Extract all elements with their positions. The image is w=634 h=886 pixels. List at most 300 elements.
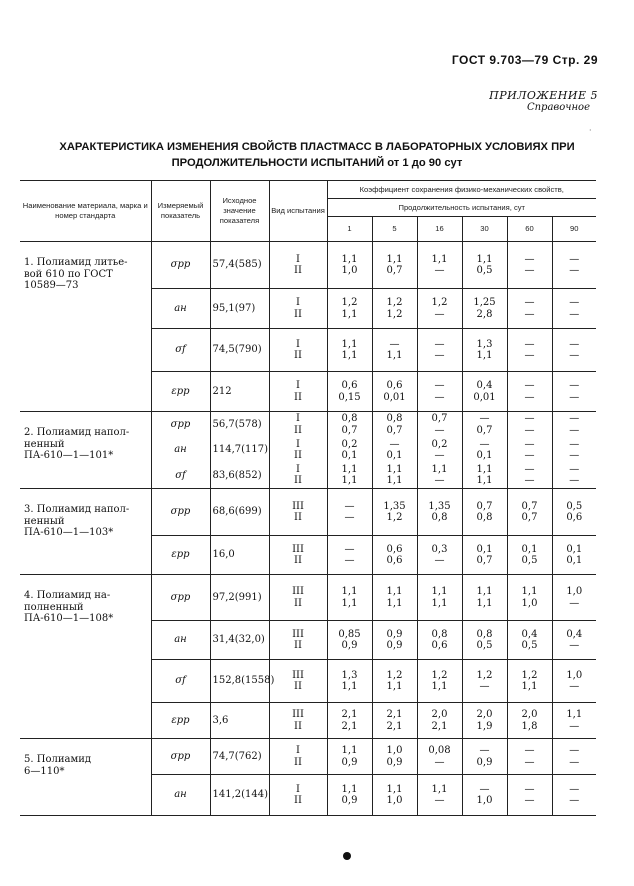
test-type: III <box>292 586 304 597</box>
test-type: I <box>296 297 300 308</box>
coef-value: 0,5 <box>476 265 493 276</box>
coef-value: — <box>569 795 580 806</box>
indicator-cell: σf <box>151 329 210 372</box>
coef-value: — <box>569 720 580 732</box>
coef-value: 0,01 <box>473 391 496 403</box>
material-line: 4. Полиамид на- <box>24 590 111 601</box>
coef-value: 0,7 <box>476 424 493 436</box>
coef-cell-day-1 <box>327 242 372 289</box>
indicator-cell: aн <box>151 775 210 816</box>
coef-value: — <box>344 555 355 566</box>
coef-cell-day-16 <box>417 775 462 816</box>
coef-value: 1,0 <box>341 265 358 276</box>
initial-value-cell: 83,6(852) <box>210 463 269 489</box>
coef-value: 0,7 <box>476 500 493 512</box>
coef-cell-day-30 <box>462 463 507 489</box>
test-type: I <box>296 463 300 475</box>
coef-value: — <box>524 253 535 265</box>
table-row <box>20 575 596 621</box>
coef-value: — <box>479 783 490 795</box>
coef-value: 1,1 <box>431 463 448 475</box>
coef-cell-day-30 <box>462 329 507 372</box>
coef-cell-day-90 <box>552 438 596 463</box>
coef-value: 1,1 <box>476 597 493 609</box>
coef-value: 0,08 <box>428 745 451 756</box>
initial-value-cell: 212 <box>210 372 269 412</box>
coef-value: 1,2 <box>431 669 448 681</box>
coef-cell-day-60 <box>507 242 552 289</box>
initial-value-cell: 16,0 <box>210 536 269 575</box>
header-day-1: 1 <box>327 217 372 242</box>
coef-value: — <box>434 450 445 461</box>
test-type: I <box>296 438 300 450</box>
coef-cell-day-5 <box>372 463 417 489</box>
test-type-cell <box>269 621 327 660</box>
coef-value: — <box>569 380 580 391</box>
coef-value: 0,01 <box>383 391 406 403</box>
test-type: I <box>296 338 300 350</box>
indicator-cell: σf <box>151 463 210 489</box>
test-type-cell <box>269 372 327 412</box>
test-type: II <box>294 350 302 361</box>
coef-cell-day-5 <box>372 489 417 536</box>
indicator-cell: σрр <box>151 242 210 289</box>
coef-cell-day-30 <box>462 489 507 536</box>
coef-value: 2,1 <box>386 720 403 732</box>
coef-value: 0,5 <box>476 640 493 651</box>
coef-value: — <box>569 438 580 450</box>
coef-cell-day-16 <box>417 575 462 621</box>
coef-value: — <box>569 424 580 436</box>
coef-value: 1,1 <box>431 586 448 597</box>
coef-value: 1,25 <box>473 297 496 308</box>
coef-value: 1,1 <box>341 253 358 265</box>
coef-cell-day-1 <box>327 289 372 329</box>
coef-value: — <box>434 555 445 566</box>
coef-value: 0,5 <box>521 640 538 651</box>
test-type: II <box>294 450 302 461</box>
test-type-cell <box>269 463 327 489</box>
coef-cell-day-30 <box>462 372 507 412</box>
material-line: 5. Полиамид <box>24 754 92 765</box>
coef-value: — <box>569 640 580 651</box>
coef-cell-day-16 <box>417 703 462 739</box>
coef-value: 0,9 <box>386 628 403 640</box>
test-type: I <box>296 413 300 425</box>
coef-cell-day-60 <box>507 621 552 660</box>
coef-value: — <box>524 424 535 436</box>
coef-cell-day-90 <box>552 242 596 289</box>
coef-value: 2,1 <box>341 720 358 732</box>
coef-value: 1,1 <box>341 350 358 361</box>
test-type: III <box>292 709 304 720</box>
test-type: II <box>294 391 302 403</box>
coef-value: 2,1 <box>341 709 358 720</box>
coef-value: 2,0 <box>521 709 538 720</box>
header-indicator: Измеряемый показатель <box>151 181 210 242</box>
coef-cell-day-30 <box>462 438 507 463</box>
coef-cell-day-16 <box>417 621 462 660</box>
coef-cell-day-60 <box>507 329 552 372</box>
coef-value: — <box>524 297 535 308</box>
material-line: вой 610 по ГОСТ <box>24 268 113 280</box>
coef-value: — <box>569 308 580 320</box>
material-line: ненный <box>24 438 65 450</box>
initial-value-cell: 68,6(699) <box>210 489 269 536</box>
header-duration: Продолжительность испытания, сут <box>327 199 596 217</box>
table-row <box>20 242 596 289</box>
coef-cell-day-16 <box>417 412 462 438</box>
indicator-cell: σрр <box>151 739 210 775</box>
test-type: II <box>294 512 302 523</box>
coef-value: — <box>479 413 490 425</box>
test-type-cell <box>269 775 327 816</box>
coef-value: 1,1 <box>386 681 403 692</box>
coef-value: — <box>524 450 535 461</box>
coef-cell-day-90 <box>552 703 596 739</box>
coef-value: — <box>524 265 535 276</box>
header-day-5: 5 <box>372 217 417 242</box>
coef-value: — <box>569 350 580 361</box>
coef-cell-day-60 <box>507 775 552 816</box>
coef-value: 0,4 <box>521 628 538 640</box>
indicator-cell: aн <box>151 289 210 329</box>
coef-value: 1,1 <box>341 597 358 609</box>
coef-value: — <box>524 350 535 361</box>
coef-cell-day-60 <box>507 575 552 621</box>
coef-cell-day-30 <box>462 575 507 621</box>
coef-value: 0,85 <box>338 628 361 640</box>
coef-cell-day-60 <box>507 739 552 775</box>
coef-value: 1,1 <box>431 783 448 795</box>
coef-value: 0,7 <box>386 424 403 436</box>
coef-value: 0,1 <box>566 555 583 566</box>
coef-value: — <box>569 297 580 308</box>
material-line: 2. Полиамид напол- <box>24 427 130 438</box>
coef-value: 0,6 <box>431 640 448 651</box>
header-material: Наименование материала, марка и номер стандарта <box>20 181 151 242</box>
test-type-cell <box>269 289 327 329</box>
coef-cell-day-5 <box>372 739 417 775</box>
coef-cell-day-16 <box>417 289 462 329</box>
coef-value: — <box>569 391 580 403</box>
coef-cell-day-60 <box>507 703 552 739</box>
table-title-line-1: ХАРАКТЕРИСТИКА ИЗМЕНЕНИЯ СВОЙСТВ ПЛАСТМАСС В ЛАБОРАТОРНЫХ УСЛОВИЯХ ПРИ <box>59 141 575 153</box>
coef-value: — <box>524 783 535 795</box>
header-test-type: Вид испытания <box>269 181 327 242</box>
coef-value: 1,1 <box>431 681 448 692</box>
coef-value: 0,8 <box>476 628 493 640</box>
coef-value: 0,4 <box>476 380 493 391</box>
coef-value: — <box>524 308 535 320</box>
coef-value: — <box>569 463 580 475</box>
coef-value: — <box>569 265 580 276</box>
coef-value: 0,8 <box>341 413 358 425</box>
coef-value: — <box>344 543 355 555</box>
coef-value: 1,1 <box>476 350 493 361</box>
material-line: 10589—73 <box>24 280 79 291</box>
coef-value: 1,1 <box>476 475 493 487</box>
initial-value-cell: 114,7(117) <box>210 438 269 463</box>
initial-value-cell: 97,2(991) <box>210 575 269 621</box>
coef-value: 1,1 <box>341 783 358 795</box>
coef-cell-day-1 <box>327 739 372 775</box>
initial-value-cell: 31,4(32,0) <box>210 621 269 660</box>
coef-value: — <box>434 795 445 806</box>
coef-cell-day-16 <box>417 739 462 775</box>
coef-value: 1,0 <box>521 597 538 609</box>
test-type: I <box>296 783 300 795</box>
indicator-cell: σрр <box>151 489 210 536</box>
coef-value: 1,8 <box>521 720 538 732</box>
coef-value: 1,1 <box>341 338 358 350</box>
coef-value: 1,1 <box>386 253 403 265</box>
header-coef: Коэффициент сохранения физико-механических свойств, <box>327 181 596 199</box>
coef-value: 1,1 <box>566 709 583 720</box>
coef-cell-day-16 <box>417 242 462 289</box>
coef-cell-day-1 <box>327 660 372 703</box>
coef-cell-day-1 <box>327 372 372 412</box>
indicator-cell: εрр <box>151 372 210 412</box>
coef-cell-day-16 <box>417 536 462 575</box>
coef-cell-day-1 <box>327 329 372 372</box>
coef-value: 1,0 <box>386 795 403 806</box>
initial-value-cell: 57,4(585) <box>210 242 269 289</box>
coef-value: 1,1 <box>521 681 538 692</box>
coef-value: 0,9 <box>386 640 403 651</box>
coef-value: 0,6 <box>386 555 403 566</box>
table-row <box>20 412 596 438</box>
coef-value: — <box>524 438 535 450</box>
material-line: полненный <box>24 601 84 613</box>
coef-value: 1,1 <box>386 463 403 475</box>
coef-value: 1,1 <box>386 597 403 609</box>
coef-value: — <box>434 424 445 436</box>
coef-value: — <box>434 475 445 487</box>
coef-value: 0,7 <box>521 500 538 512</box>
coef-value: — <box>434 338 445 350</box>
coef-cell-day-90 <box>552 412 596 438</box>
coef-value: — <box>389 438 400 450</box>
coef-cell-day-30 <box>462 289 507 329</box>
coef-value: 1,1 <box>386 350 403 361</box>
coef-cell-day-60 <box>507 489 552 536</box>
coef-value: 0,1 <box>566 543 583 555</box>
coef-value: — <box>569 745 580 756</box>
table-header <box>20 181 596 242</box>
coef-cell-day-1 <box>327 621 372 660</box>
coef-cell-day-1 <box>327 703 372 739</box>
coef-cell-day-90 <box>552 489 596 536</box>
coef-value: — <box>479 745 490 756</box>
table-title-line-2: ПРОДОЛЖИТЕЛЬНОСТИ ИСПЫТАНИЙ от 1 до 90 сут <box>171 157 463 169</box>
coef-cell-day-1 <box>327 489 372 536</box>
coef-value: — <box>569 681 580 692</box>
material-line: ПА-610—1—101* <box>24 450 114 461</box>
appendix-title: ПРИЛОЖЕНИЕ 5 <box>489 89 598 102</box>
coef-value: 0,8 <box>431 512 448 523</box>
test-type-cell <box>269 438 327 463</box>
table-row <box>20 489 596 536</box>
coef-cell-day-5 <box>372 621 417 660</box>
coef-value: — <box>569 338 580 350</box>
coef-value: 0,1 <box>521 543 538 555</box>
coef-value: 1,1 <box>476 463 493 475</box>
coef-value: — <box>434 391 445 403</box>
coef-value: 0,6 <box>566 512 583 523</box>
coef-value: — <box>434 265 445 276</box>
coef-value: 0,1 <box>476 543 493 555</box>
coef-cell-day-5 <box>372 703 417 739</box>
initial-value-cell: 152,8(1558) <box>210 660 269 703</box>
coef-cell-day-60 <box>507 372 552 412</box>
test-type: III <box>292 543 304 555</box>
coef-value: — <box>569 253 580 265</box>
coef-value: 1,2 <box>386 297 403 308</box>
coef-value: — <box>344 512 355 523</box>
coef-cell-day-30 <box>462 660 507 703</box>
coef-value: 1,1 <box>476 253 493 265</box>
coef-cell-day-90 <box>552 463 596 489</box>
test-type-cell <box>269 660 327 703</box>
coef-cell-day-90 <box>552 775 596 816</box>
test-type-cell <box>269 489 327 536</box>
coef-value: 1,0 <box>566 586 583 597</box>
coef-value: 0,9 <box>476 756 493 768</box>
material-cell <box>20 575 151 739</box>
corner-mark: · <box>589 126 592 135</box>
indicator-cell: aн <box>151 621 210 660</box>
coef-value: — <box>569 475 580 487</box>
coef-value: — <box>524 463 535 475</box>
header-day-90: 90 <box>552 217 596 242</box>
material-line: 6—110* <box>24 765 65 777</box>
coef-value: 1,1 <box>341 475 358 487</box>
coef-cell-day-60 <box>507 289 552 329</box>
data-table <box>20 180 596 816</box>
table-row <box>20 739 596 775</box>
coef-cell-day-30 <box>462 739 507 775</box>
coef-value: 0,5 <box>521 555 538 566</box>
material-cell <box>20 412 151 489</box>
coef-cell-day-1 <box>327 536 372 575</box>
indicator-cell: σf <box>151 660 210 703</box>
material-line: 3. Полиамид напол- <box>24 504 130 515</box>
coef-value: 2,8 <box>476 308 493 320</box>
coef-value: 0,7 <box>521 512 538 523</box>
test-type: III <box>292 500 304 512</box>
test-type-cell <box>269 703 327 739</box>
coef-value: 1,0 <box>476 795 493 806</box>
coef-cell-day-16 <box>417 329 462 372</box>
coef-cell-day-16 <box>417 660 462 703</box>
coef-value: 2,0 <box>476 709 493 720</box>
coef-value: — <box>524 745 535 756</box>
appendix-subtitle: Справочное <box>526 102 590 113</box>
coef-value: 1,2 <box>341 297 358 308</box>
coef-value: 1,1 <box>431 597 448 609</box>
test-type-cell <box>269 412 327 438</box>
coef-value: 1,2 <box>386 512 403 523</box>
coef-value: 0,1 <box>476 450 493 461</box>
coef-cell-day-1 <box>327 463 372 489</box>
material-line: 1. Полиамид литье- <box>24 257 128 268</box>
coef-value: — <box>569 783 580 795</box>
coef-value: 0,1 <box>386 450 403 461</box>
coef-value: 1,3 <box>341 669 358 681</box>
test-type: III <box>292 628 304 640</box>
coef-value: 0,6 <box>386 380 403 391</box>
page-header: ГОСТ 9.703—79 Стр. 29 <box>451 53 598 67</box>
coef-cell-day-90 <box>552 372 596 412</box>
coef-value: 0,8 <box>386 413 403 425</box>
test-type: II <box>294 681 302 692</box>
coef-value: 1,2 <box>521 669 538 681</box>
coef-cell-day-30 <box>462 775 507 816</box>
coef-cell-day-90 <box>552 739 596 775</box>
header-day-60: 60 <box>507 217 552 242</box>
test-type: I <box>296 380 300 391</box>
coef-value: — <box>479 438 490 450</box>
coef-cell-day-90 <box>552 289 596 329</box>
coef-value: 0,1 <box>341 450 358 461</box>
coef-value: 1,2 <box>386 308 403 320</box>
coef-value: 0,9 <box>386 756 403 768</box>
coef-value: — <box>434 350 445 361</box>
test-type: III <box>292 669 304 681</box>
coef-cell-day-16 <box>417 372 462 412</box>
test-type-cell <box>269 242 327 289</box>
coef-value: 0,7 <box>476 555 493 566</box>
coef-value: 1,1 <box>386 586 403 597</box>
coef-value: 1,1 <box>341 586 358 597</box>
coef-value: 0,7 <box>386 265 403 276</box>
coef-value: — <box>524 338 535 350</box>
coef-cell-day-30 <box>462 536 507 575</box>
initial-value-cell: 74,7(762) <box>210 739 269 775</box>
material-cell <box>20 739 151 816</box>
coef-cell-day-90 <box>552 621 596 660</box>
initial-value-cell: 95,1(97) <box>210 289 269 329</box>
coef-value: — <box>479 681 490 692</box>
table-body <box>20 242 596 816</box>
test-type: II <box>294 555 302 566</box>
material-line: ПА-610—1—103* <box>24 527 114 538</box>
coef-value: 0,8 <box>476 512 493 523</box>
coef-value: 1,1 <box>521 586 538 597</box>
test-type-cell <box>269 329 327 372</box>
initial-value-cell: 56,7(578) <box>210 412 269 438</box>
coef-value: 1,3 <box>476 338 493 350</box>
test-type: II <box>294 265 302 276</box>
coef-value: — <box>524 413 535 425</box>
coef-value: 0,5 <box>566 500 583 512</box>
test-type: II <box>294 640 302 651</box>
initial-value-cell: 3,6 <box>210 703 269 739</box>
coef-value: — <box>524 391 535 403</box>
coef-value: — <box>524 380 535 391</box>
coef-value: 1,0 <box>566 669 583 681</box>
test-type: I <box>296 253 300 265</box>
coef-value: — <box>434 756 445 768</box>
test-type: II <box>294 597 302 609</box>
indicator-cell: εрр <box>151 703 210 739</box>
test-type-cell <box>269 575 327 621</box>
coef-value: 1,1 <box>386 783 403 795</box>
coef-value: 0,9 <box>341 756 358 768</box>
material-line: ненный <box>24 515 65 527</box>
coef-value: — <box>569 413 580 425</box>
